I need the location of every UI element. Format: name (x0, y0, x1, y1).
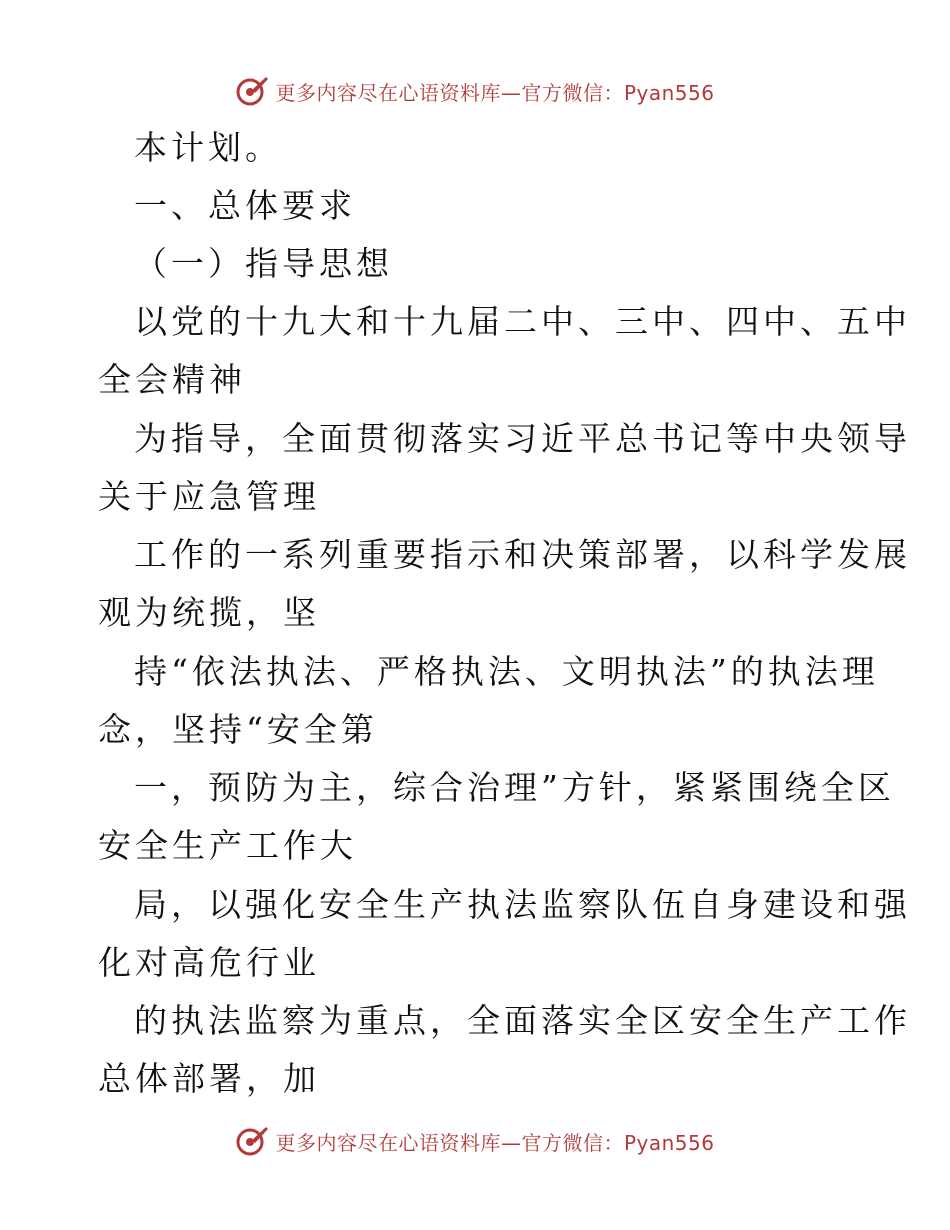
body-line: 念，坚持“安全第 (98, 710, 378, 749)
body-line: 关于应急管理 (98, 477, 320, 516)
body-line: 持“依法执法、严格执法、文明执法”的执法理 (134, 652, 879, 691)
body-line: 化对高危行业 (98, 943, 320, 982)
body-line: 的执法监察为重点，全面落实全区安全生产工作 (134, 1001, 911, 1040)
body-line: 为指导，全面贯彻落实习近平总书记等中央领导 (134, 419, 911, 458)
watermark-text: 更多内容尽在心语资料库—官方微信：Pyan556 (275, 1130, 715, 1155)
footer-watermark (0, 1121, 950, 1161)
body-line: 局，以强化安全生产执法监察队伍自身建设和强 (134, 885, 911, 924)
body-line: 安全生产工作大 (98, 826, 357, 865)
body-line: 工作的一系列重要指示和决策部署，以科学发展 (134, 535, 911, 574)
body-line: 全会精神 (98, 360, 246, 399)
body-line: 以党的十九大和十九届二中、三中、四中、五中 (134, 302, 911, 341)
subsection-heading: （一）指导思想 (134, 244, 393, 283)
pen-logo-icon (235, 1124, 269, 1158)
watermark-text: 更多内容尽在心语资料库—官方微信：Pyan556 (275, 80, 715, 105)
section-heading: 一、总体要求 (134, 186, 356, 225)
body-line: 观为统揽，坚 (98, 593, 320, 632)
body-line: 总体部署，加 (98, 1059, 320, 1098)
body-line: 本计划。 (134, 128, 282, 167)
body-line: 一，预防为主，综合治理”方针，紧紧围绕全区 (134, 768, 895, 807)
